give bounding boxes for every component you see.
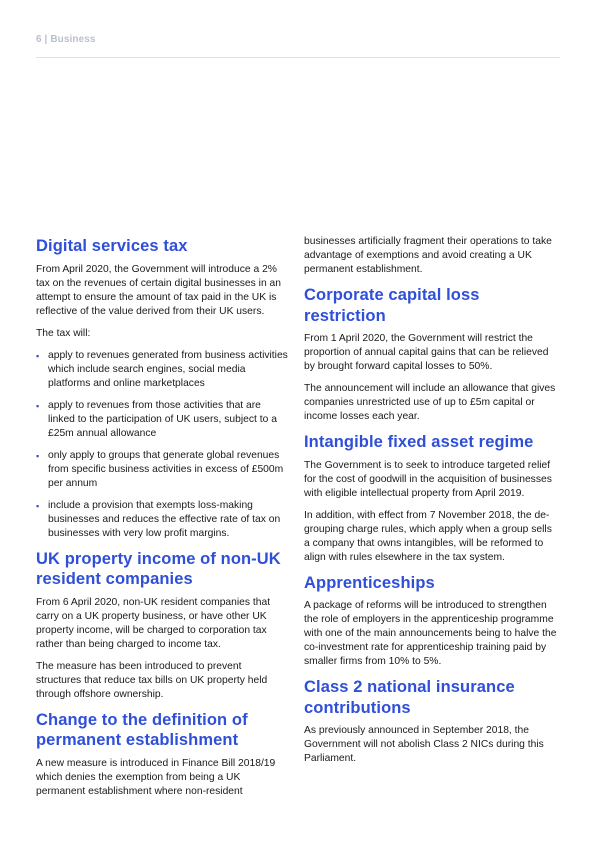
uk-property-income-section (36, 549, 289, 702)
apprenticeships-section (304, 573, 557, 670)
permanent-establishment-heading: Change to the definition of permanent establishment (36, 710, 248, 749)
list-item (36, 449, 289, 491)
page-header: 6 | Business (36, 34, 96, 45)
list-item-text: only apply to groups that generate global revenues from specific business activities in excess of £500m per annum (48, 449, 284, 489)
class2-nic-heading: Class 2 national insurance contributions (304, 678, 515, 717)
permanent-establishment-paragraph: A new measure is introduced in Finance Bill 2018/19 which denies the exemption from being a UK permanent establishment where non-resident (36, 757, 276, 797)
bullet-icon: ▪ (36, 450, 40, 461)
list-item-text: apply to revenues generated from business activities which include search engines, social media platforms and online marketplaces (48, 349, 288, 389)
bullet-icon: ▪ (36, 350, 40, 361)
header-divider (36, 57, 560, 58)
intangible-assets-section (304, 432, 557, 565)
list-item (36, 399, 289, 441)
list-item (36, 499, 289, 541)
permanent-establishment-section (36, 710, 289, 799)
capital-loss-paragraph-1: From 1 April 2020, the Government will restrict the proportion of annual capital gains that can be relieved by brought forward capital losses to 50%. (304, 333, 549, 372)
list-item-text: include a provision that exempts loss-making businesses and reduces the effective rate of tax on businesses with very low profit margins. (48, 499, 281, 539)
apprenticeships-paragraph: A package of reforms will be introduced to strengthen the role of employers in the apprenticeship programme with one of the main announcements being to halve the co-investment rate for apprenticeship training paid by smaller firms from 10% to 5%. (304, 600, 557, 667)
digital-services-tax-section (36, 236, 289, 541)
digital-services-tax-heading: Digital services tax (36, 237, 188, 255)
intangible-assets-paragraph-2: In addition, with effect from 7 November 2018, the de-grouping charge rules, which apply when a group sells a company that owns intangibles, will be reformed to align with rules elsewhere in the tax system. (304, 509, 552, 563)
uk-property-income-heading: UK property income of non-UK resident companies (36, 549, 281, 588)
bullet-icon: ▪ (36, 500, 40, 511)
uk-property-income-paragraph-1: From 6 April 2020, non-UK resident companies that carry on a UK property business, or have other UK property income, will be charged to corporation tax rather than being charged to income tax. (36, 596, 271, 650)
digital-services-tax-lead: The tax will: (36, 327, 91, 339)
capital-loss-heading: Corporate capital loss restriction (304, 286, 480, 325)
bullet-icon: ▪ (36, 400, 40, 411)
intangible-assets-heading: Intangible fixed asset regime (304, 433, 534, 451)
digital-services-tax-list (36, 349, 289, 541)
capital-loss-section (304, 285, 557, 424)
class2-nic-section (304, 677, 557, 766)
digital-services-tax-intro: From April 2020, the Government will introduce a 2% tax on the revenues of certain digital businesses in an attempt to ensure the amount of tax paid in the UK is reflective of the value derived from their UK users. (36, 263, 281, 317)
capital-loss-paragraph-2: The announcement will include an allowance that gives companies unrestricted use of up to £5m capital or income losses each year. (304, 383, 556, 422)
apprenticeships-heading: Apprenticeships (304, 573, 435, 592)
permanent-establishment-continued: businesses artificially fragment their operations to take advantage of exemptions and avoid creating a UK permanent establishment. (304, 236, 552, 275)
class2-nic-paragraph: As previously announced in September 2018, the Government will not abolish Class 2 NICs during this Parliament. (304, 725, 544, 764)
intangible-assets-paragraph-1: The Government is to seek to introduce targeted relief for the cost of goodwill in the acquisition of businesses with eligible intellectual property from April 2019. (304, 459, 552, 499)
uk-property-income-paragraph-2: The measure has been introduced to prevent structures that reduce tax bills on UK property held through offshore ownership. (36, 660, 268, 700)
list-item (36, 349, 289, 391)
right-column (304, 235, 557, 774)
list-item-text: apply to revenues from those activities that are linked to the participation of UK users, subject to a £25m annual allowance (48, 399, 277, 439)
left-column (36, 236, 289, 807)
